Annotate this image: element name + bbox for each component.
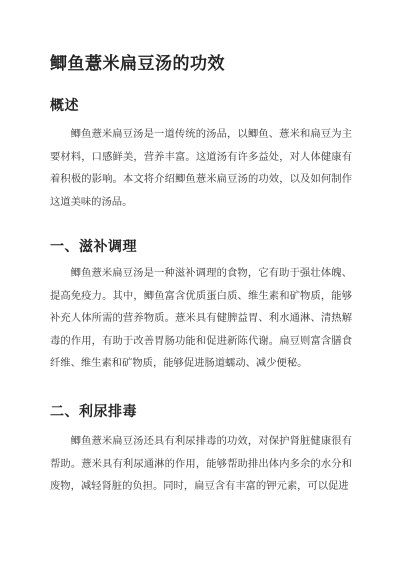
section-heading-overview: 概述 bbox=[50, 98, 79, 114]
section-paragraph-diuretic: 鲫鱼薏米扁豆汤还具有利尿排毒的功效，对保护肾脏健康很有帮助。薏米具有利尿通淋的作用，能够帮助排出体内多余的水分和废物，减轻肾脏的负担。同时，扁豆含有丰富的钾元素，可以促进 bbox=[50, 435, 352, 492]
section-heading-diuretic: 二、利尿排毒 bbox=[50, 404, 137, 420]
section-heading-nourishing: 一、滋补调理 bbox=[50, 239, 137, 255]
page-title: 鲫鱼薏米扁豆汤的功效 bbox=[50, 54, 225, 74]
section-paragraph-nourishing: 鲫鱼薏米扁豆汤是一种滋补调理的食物，它有助于强壮体魄、提高免疫力。其中，鲫鱼富含优质蛋白质、维生素和矿物质，能够补充人体所需的营养物质。薏米具有健脾益胃、利水通淋、清热解毒的作用，有助于改善胃肠功能和促进新陈代谢。扁豆则富含膳食纤维、维生素和矿物质，能够促进肠道蠕动、减少便秘。 bbox=[50, 267, 352, 369]
section-paragraph-overview: 鲫鱼薏米扁豆汤是一道传统的汤品，以鲫鱼、薏米和扁豆为主要材料，口感鲜美，营养丰富。这道汤有许多益处，对人体健康有着积极的影响。本文将介绍鲫鱼薏米扁豆汤的功效，以及如何制作这道美味的汤品。 bbox=[50, 128, 352, 208]
